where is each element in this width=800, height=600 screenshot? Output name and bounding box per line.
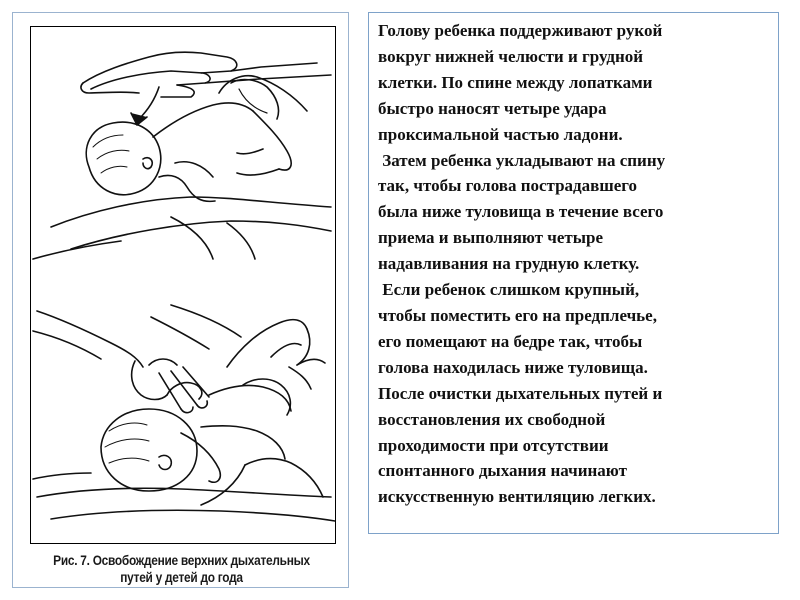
text-line: надавливания на грудную клетку. xyxy=(378,254,640,274)
first-aid-illustration xyxy=(31,27,336,544)
text-line: клетки. По спине между лопатками xyxy=(378,72,653,92)
text-line: его помещают на бедре так, чтобы xyxy=(378,331,643,351)
text-line: проксимальной частью ладони. xyxy=(378,124,623,144)
illustration-frame xyxy=(30,26,336,544)
text-line: После очистки дыхательных путей и xyxy=(378,383,663,403)
text-line: Если ребенок слишком крупный, xyxy=(378,280,640,300)
figure-caption xyxy=(33,552,330,586)
caption-line-1: Рис. 7. Освобождение верхних дыхательных xyxy=(53,553,310,568)
text-line: была ниже туловища в течение всего xyxy=(378,202,664,222)
back-blows-scene xyxy=(33,52,331,259)
illustration-panel xyxy=(12,12,349,588)
text-line: голова находилась ниже туловища. xyxy=(378,357,648,377)
text-line: Голову ребенка поддерживают рукой xyxy=(378,21,663,40)
chest-thrusts-scene xyxy=(33,305,335,521)
instruction-text xyxy=(378,18,773,510)
text-line: так, чтобы голова пострадавшего xyxy=(378,176,638,196)
text-line: приема и выполняют четыре xyxy=(378,228,604,248)
text-line: Затем ребенка укладывают на спину xyxy=(378,150,666,170)
text-line: спонтанного дыхания начинают xyxy=(378,461,627,481)
caption-line-2: путей у детей до года xyxy=(120,570,243,585)
text-line: вокруг нижней челюсти и грудной xyxy=(378,46,644,66)
text-panel xyxy=(368,12,779,534)
text-line: восстановления их свободной xyxy=(378,409,606,429)
text-line: искусственную вентиляцию легких. xyxy=(378,487,656,507)
text-line: проходимости при отсутствии xyxy=(378,435,609,455)
text-line: чтобы поместить его на предплечье, xyxy=(378,305,657,325)
text-line: быстро наносят четыре удара xyxy=(378,98,607,118)
